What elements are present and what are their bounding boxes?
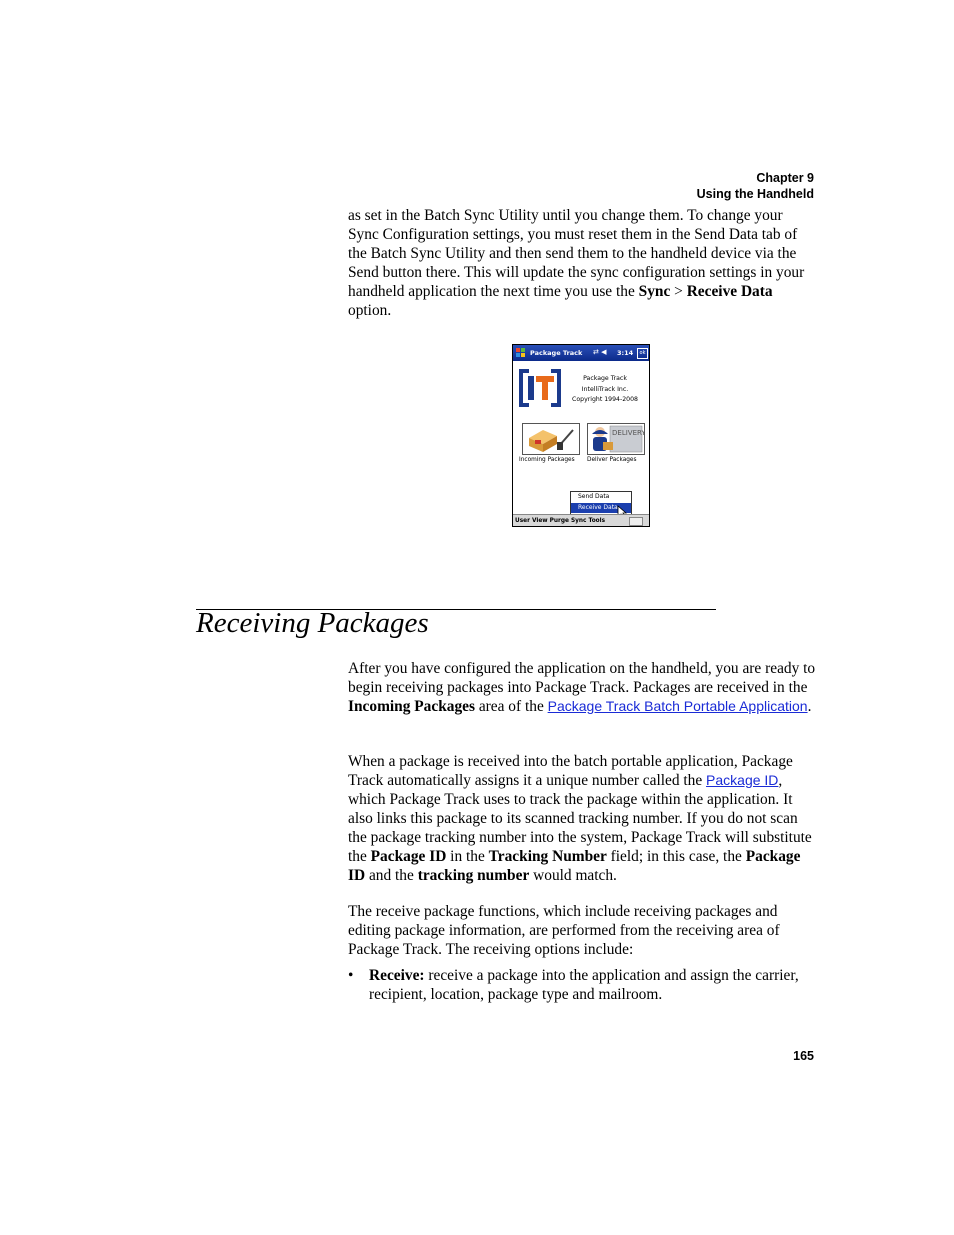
company-name: IntelliTrack Inc. — [581, 385, 629, 393]
page-number: 165 — [793, 1049, 814, 1063]
connectivity-volume-icon: ⇄ ◀︎ — [593, 348, 607, 356]
app-name: Package Track — [583, 375, 627, 382]
body-paragraph-2: When a package is received into the batch portable application, Package Track automatically assigns it a unique number called the Package ID, which Package Track uses to track the package within the application. It also links this package to its scanned tracking number. If you do not scan the package tracking number into the system, Package Track will substitute the Package ID in the Tracking Number field; in this case, the Package ID and the tracking number would match. — [348, 753, 812, 884]
device-menu-bar[interactable]: User View Purge Sync Tools — [513, 514, 649, 526]
windows-start-icon[interactable] — [516, 348, 526, 358]
body-paragraph-1: After you have configured the application on the handheld, you are ready to begin receiving packages into Package Track. Packages are received in the Incoming Packages area of the Package Track Batch Portable Application. — [348, 660, 816, 715]
link-package-track-batch-portable-application[interactable]: Package Track Batch Portable Application — [547, 698, 808, 714]
menu-item-receive-data[interactable]: Receive Data — [571, 503, 631, 513]
incoming-packages-button[interactable] — [522, 423, 580, 455]
handheld-screenshot — [512, 344, 650, 527]
ok-button[interactable]: ok — [637, 348, 648, 359]
section-title: Receiving Packages — [196, 607, 429, 639]
copyright-line: Copyright 1994-2008 — [572, 396, 638, 403]
deliver-packages-label: Deliver Packages — [587, 457, 637, 463]
chapter-title: Using the Handheld — [696, 187, 814, 201]
deliver-packages-button[interactable] — [587, 423, 645, 455]
menu-item-send-data[interactable]: Send Data — [578, 493, 610, 500]
delivery-sign-text: DELIVERY — [612, 429, 644, 437]
intellitrack-logo-icon — [518, 367, 562, 409]
body-paragraph-3: The receive package functions, which include receiving packages and editing package information, are performed from the receiving area of Package Track. The receiving options include: — [348, 903, 780, 958]
incoming-packages-icon — [523, 424, 579, 454]
about-text — [563, 374, 647, 406]
chapter-label: Chapter 9 — [756, 171, 814, 185]
device-app-title: Package Track — [530, 349, 583, 357]
deliver-packages-icon — [588, 424, 644, 454]
device-clock: 3:14 — [617, 349, 634, 357]
device-title-bar — [513, 345, 649, 361]
link-package-id[interactable]: Package ID — [706, 772, 779, 788]
bullet-text: Receive: receive a package into the application and assign the carrier, recipient, location, package type and mailroom. — [369, 967, 799, 1003]
keyboard-icon[interactable] — [629, 517, 643, 526]
incoming-packages-label: Incoming Packages — [519, 457, 575, 463]
intro-paragraph: as set in the Batch Sync Utility until you change them. To change your Sync Configuration settings, you must reset them in the Send Data tab of the Batch Sync Utility and then send them to the handheld device via the Send button there. This will update the sync configuration settings in your handheld application the next time you use the Sync > Receive Data option. — [348, 207, 805, 319]
bullet-marker: • — [348, 967, 354, 984]
